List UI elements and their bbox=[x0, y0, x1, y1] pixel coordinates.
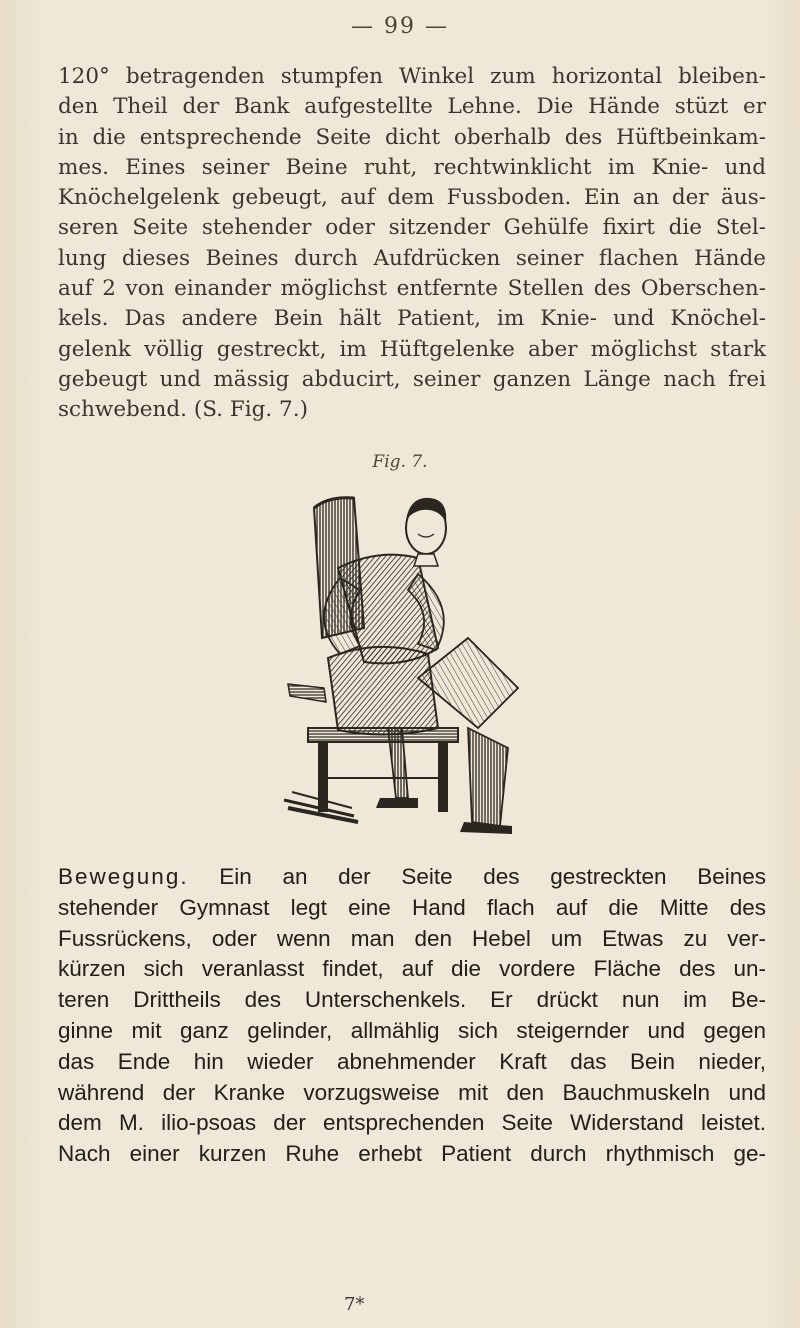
text-line: stehender Gymnast legt eine Hand flach auf die Mitte des bbox=[58, 894, 766, 920]
text-line: auf 2 von einander möglichst entfernte Stellen des Oberschen- bbox=[58, 276, 766, 302]
text-line: Nach einer kurzen Ruhe erhebt Patient durch rhythmisch ge- bbox=[58, 1141, 766, 1167]
text-line-rest: Ein an der Seite des gestreckten Beines bbox=[188, 864, 766, 889]
text-line: teren Drittheils des Unterschenkels. Er drückt nun im Be- bbox=[58, 987, 766, 1013]
paragraph-2 bbox=[58, 862, 766, 1170]
figure-illustration bbox=[268, 478, 538, 838]
text-line: ginne mit ganz gelinder, allmählig sich steigernder und gegen bbox=[58, 1017, 766, 1043]
text-line: kürzen sich veranlasst findet, auf die vordere Fläche des un- bbox=[58, 956, 766, 982]
page-number: — 99 — bbox=[351, 14, 449, 39]
text-line: kels. Das andere Bein hält Patient, im Knie- und Knöchel- bbox=[58, 306, 766, 332]
text-line bbox=[58, 862, 766, 893]
figure-caption: Fig. 7. bbox=[372, 452, 428, 472]
text-line: Fussrückens, oder wenn man den Hebel um Etwas zu ver- bbox=[58, 925, 766, 951]
signature-mark: 7* bbox=[344, 1294, 365, 1315]
text-line: während der Kranke vorzugsweise mit den Bauchmuskeln und bbox=[58, 1079, 766, 1105]
text-line: lung dieses Beines durch Aufdrücken seiner flachen Hände bbox=[58, 245, 766, 271]
text-line: gelenk völlig gestreckt, im Hüftgelenke aber möglichst stark bbox=[58, 336, 766, 362]
text-line: in die entsprechende Seite dicht oberhalb des Hüftbeinkam- bbox=[58, 124, 766, 150]
text-line: Knöchelgelenk gebeugt, auf dem Fussboden. Ein an der äus- bbox=[58, 185, 766, 211]
text-line: mes. Eines seiner Beine ruht, rechtwinklicht im Knie- und bbox=[58, 154, 766, 180]
text-line: 120° betragenden stumpfen Winkel zum horizontal bleiben- bbox=[58, 64, 766, 89]
text-line: seren Seite stehender oder sitzender Gehülfe fixirt die Stel- bbox=[58, 215, 766, 241]
section-lead: Bewegung. bbox=[58, 864, 189, 889]
text-line: das Ende hin wieder abnehmender Kraft das Bein nieder, bbox=[58, 1048, 766, 1074]
text-line: den Theil der Bank aufgestellte Lehne. Die Hände stüzt er bbox=[58, 94, 766, 120]
text-line: schwebend. (S. Fig. 7.) bbox=[58, 397, 308, 423]
assistant-figure bbox=[288, 647, 438, 735]
text-line: gebeugt und mässig abducirt, seiner ganzen Länge nach frei bbox=[58, 366, 766, 392]
paragraph-1 bbox=[58, 62, 766, 426]
text-line: dem M. ilio-psoas der entsprechenden Seite Widerstand leistet. bbox=[58, 1110, 766, 1136]
